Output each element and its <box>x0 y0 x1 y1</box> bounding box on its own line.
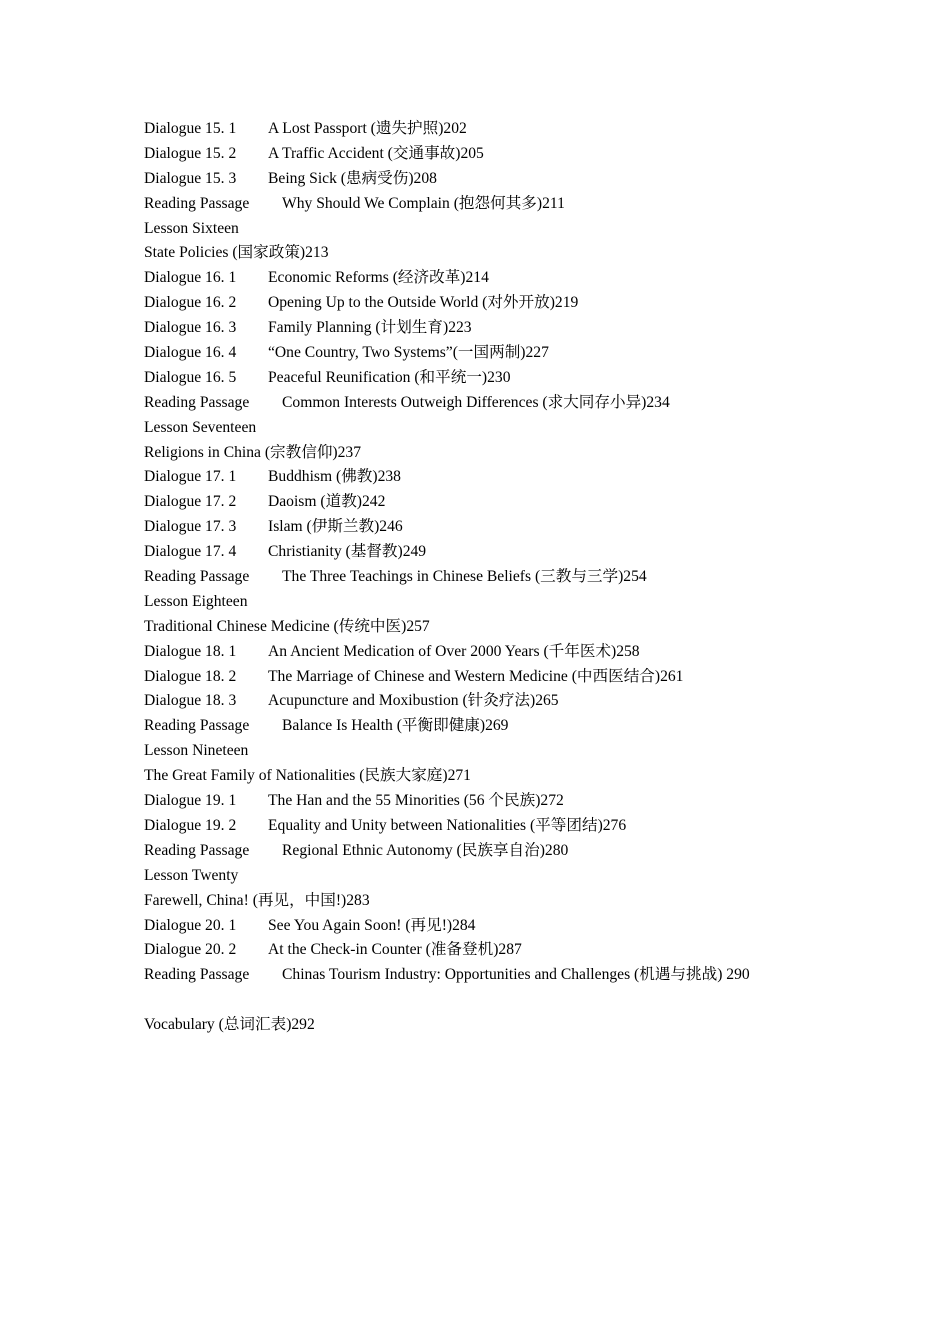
toc-entry-label: Dialogue 17. 4 <box>144 543 237 561</box>
toc-entry-label: Dialogue 15. 1 <box>144 120 237 137</box>
toc-dialogue-entry <box>144 789 924 814</box>
toc-dialogue-entry <box>144 640 924 665</box>
toc-entry-label: Dialogue 17. 1 <box>144 468 237 486</box>
toc-reading-entry <box>144 714 924 739</box>
toc-entry-title: A Lost Passport (遗失护照)202 <box>268 120 467 137</box>
toc-entry-label: Dialogue 20. 2 <box>144 941 237 959</box>
toc-heading: Lesson Nineteen <box>144 742 249 760</box>
toc-dialogue-entry <box>144 366 924 391</box>
toc-heading: Lesson Sixteen <box>144 219 239 237</box>
toc-dialogue-entry <box>144 465 924 490</box>
toc-entry-label: Dialogue 17. 2 <box>144 493 237 511</box>
toc-entry-title: Family Planning (计划生育)223 <box>268 319 472 337</box>
toc-dialogue-entry <box>144 117 924 142</box>
toc-entry-title: Common Interests Outweigh Differences (求大同存小异)234 <box>282 393 670 411</box>
toc-entry-label: Dialogue 15. 2 <box>144 144 237 162</box>
toc-dialogue-entry <box>144 291 924 316</box>
toc-dialogue-entry <box>144 540 924 565</box>
toc-entry-label: Dialogue 16. 1 <box>144 269 237 287</box>
toc-heading: State Policies (国家政策)213 <box>144 244 329 262</box>
toc-entry-label: Dialogue 18. 2 <box>144 667 237 685</box>
toc-dialogue-entry <box>144 914 924 939</box>
toc-entry-label: Reading Passage <box>144 393 250 411</box>
toc-entry-label: Dialogue 19. 2 <box>144 816 237 834</box>
toc-entry-title: A Traffic Accident (交通事故)205 <box>268 144 484 162</box>
toc-reading-entry <box>144 192 924 217</box>
toc-entry-title: The Marriage of Chinese and Western Medicine (中西医结合)261 <box>268 667 684 685</box>
toc-entry-title: Islam (伊斯兰教)246 <box>268 518 403 536</box>
toc-dialogue-entry <box>144 689 924 714</box>
toc-heading: Traditional Chinese Medicine (传统中医)257 <box>144 617 430 635</box>
toc-entry-title: Daoism (道教)242 <box>268 493 386 511</box>
toc-heading: Lesson Twenty <box>144 866 239 884</box>
toc-dialogue-entry <box>144 515 924 540</box>
toc-dialogue-entry <box>144 266 924 291</box>
toc-entry-title: At the Check-in Counter (准备登机)287 <box>268 941 522 959</box>
toc-entry-label: Dialogue 20. 1 <box>144 916 237 934</box>
toc-reading-entry <box>144 391 924 416</box>
toc-reading-entry <box>144 963 924 988</box>
toc-entry-title: An Ancient Medication of Over 2000 Years (千年医术)258 <box>268 642 640 660</box>
toc-entry-label: Dialogue 16. 3 <box>144 319 237 337</box>
spacer <box>144 988 924 1013</box>
toc-dialogue-entry <box>144 814 924 839</box>
toc-heading: Farewell, China! (再见，中国!)283 <box>144 891 370 909</box>
toc-entry-title: The Han and the 55 Minorities (56 个民族)272 <box>268 792 564 810</box>
toc-reading-entry <box>144 565 924 590</box>
toc-entry-title: “One Country, Two Systems”(一国两制)227 <box>268 344 549 362</box>
toc-entry-title: Buddhism (佛教)238 <box>268 468 401 486</box>
toc-entry-label: Dialogue 18. 3 <box>144 692 237 710</box>
toc-entry-label: Reading Passage <box>144 966 250 984</box>
toc-entry-label: Dialogue 16. 2 <box>144 294 237 312</box>
toc-dialogue-entry <box>144 938 924 963</box>
toc-dialogue-entry <box>144 490 924 515</box>
toc-dialogue-entry <box>144 142 924 167</box>
toc-entry-title: Economic Reforms (经济改革)214 <box>268 269 489 287</box>
toc-reading-entry <box>144 839 924 864</box>
toc-heading: Vocabulary (总词汇表)292 <box>144 1016 315 1034</box>
toc-entry-label: Dialogue 15. 3 <box>144 169 237 187</box>
toc-entry-title: See You Again Soon! (再见!)284 <box>268 916 476 934</box>
toc-entry-title: Equality and Unity between Nationalities (平等团结)276 <box>268 816 627 834</box>
toc-entry-title: Acupuncture and Moxibustion (针灸疗法)265 <box>268 692 559 710</box>
toc-entry-label: Dialogue 16. 5 <box>144 368 237 386</box>
table-of-contents <box>144 117 924 1038</box>
toc-entry-title: Christianity (基督教)249 <box>268 543 427 561</box>
toc-entry-title: Why Should We Complain (抱怨何其多)211 <box>282 194 565 212</box>
toc-entry-title: Opening Up to the Outside World (对外开放)219 <box>268 294 579 312</box>
toc-entry-title: The Three Teachings in Chinese Beliefs (三教与三学)254 <box>282 568 647 586</box>
toc-dialogue-entry <box>144 316 924 341</box>
toc-heading: Religions in China (宗教信仰)237 <box>144 443 362 461</box>
toc-entry-title: Peaceful Reunification (和平统一)230 <box>268 368 511 386</box>
toc-dialogue-entry <box>144 341 924 366</box>
toc-entry-label: Reading Passage <box>144 841 250 859</box>
toc-entry-title: Chinas Tourism Industry: Opportunities and Challenges (机遇与挑战) 290 <box>282 966 750 984</box>
toc-heading: Lesson Eighteen <box>144 592 248 610</box>
toc-entry-label: Dialogue 17. 3 <box>144 518 237 536</box>
toc-heading: Lesson Seventeen <box>144 418 257 436</box>
toc-entry-label: Dialogue 18. 1 <box>144 642 237 660</box>
toc-entry-label: Dialogue 16. 4 <box>144 344 237 362</box>
toc-entry-label: Reading Passage <box>144 194 250 212</box>
toc-dialogue-entry <box>144 665 924 690</box>
toc-entry-title: Balance Is Health (平衡即健康)269 <box>282 717 509 735</box>
toc-heading: The Great Family of Nationalities (民族大家庭)271 <box>144 767 471 785</box>
toc-entry-title: Being Sick (患病受伤)208 <box>268 169 437 187</box>
toc-dialogue-entry <box>144 167 924 192</box>
toc-entry-label: Reading Passage <box>144 568 250 586</box>
toc-entry-label: Dialogue 19. 1 <box>144 792 237 810</box>
toc-entry-title: Regional Ethnic Autonomy (民族享自治)280 <box>282 841 569 859</box>
toc-entry-label: Reading Passage <box>144 717 250 735</box>
